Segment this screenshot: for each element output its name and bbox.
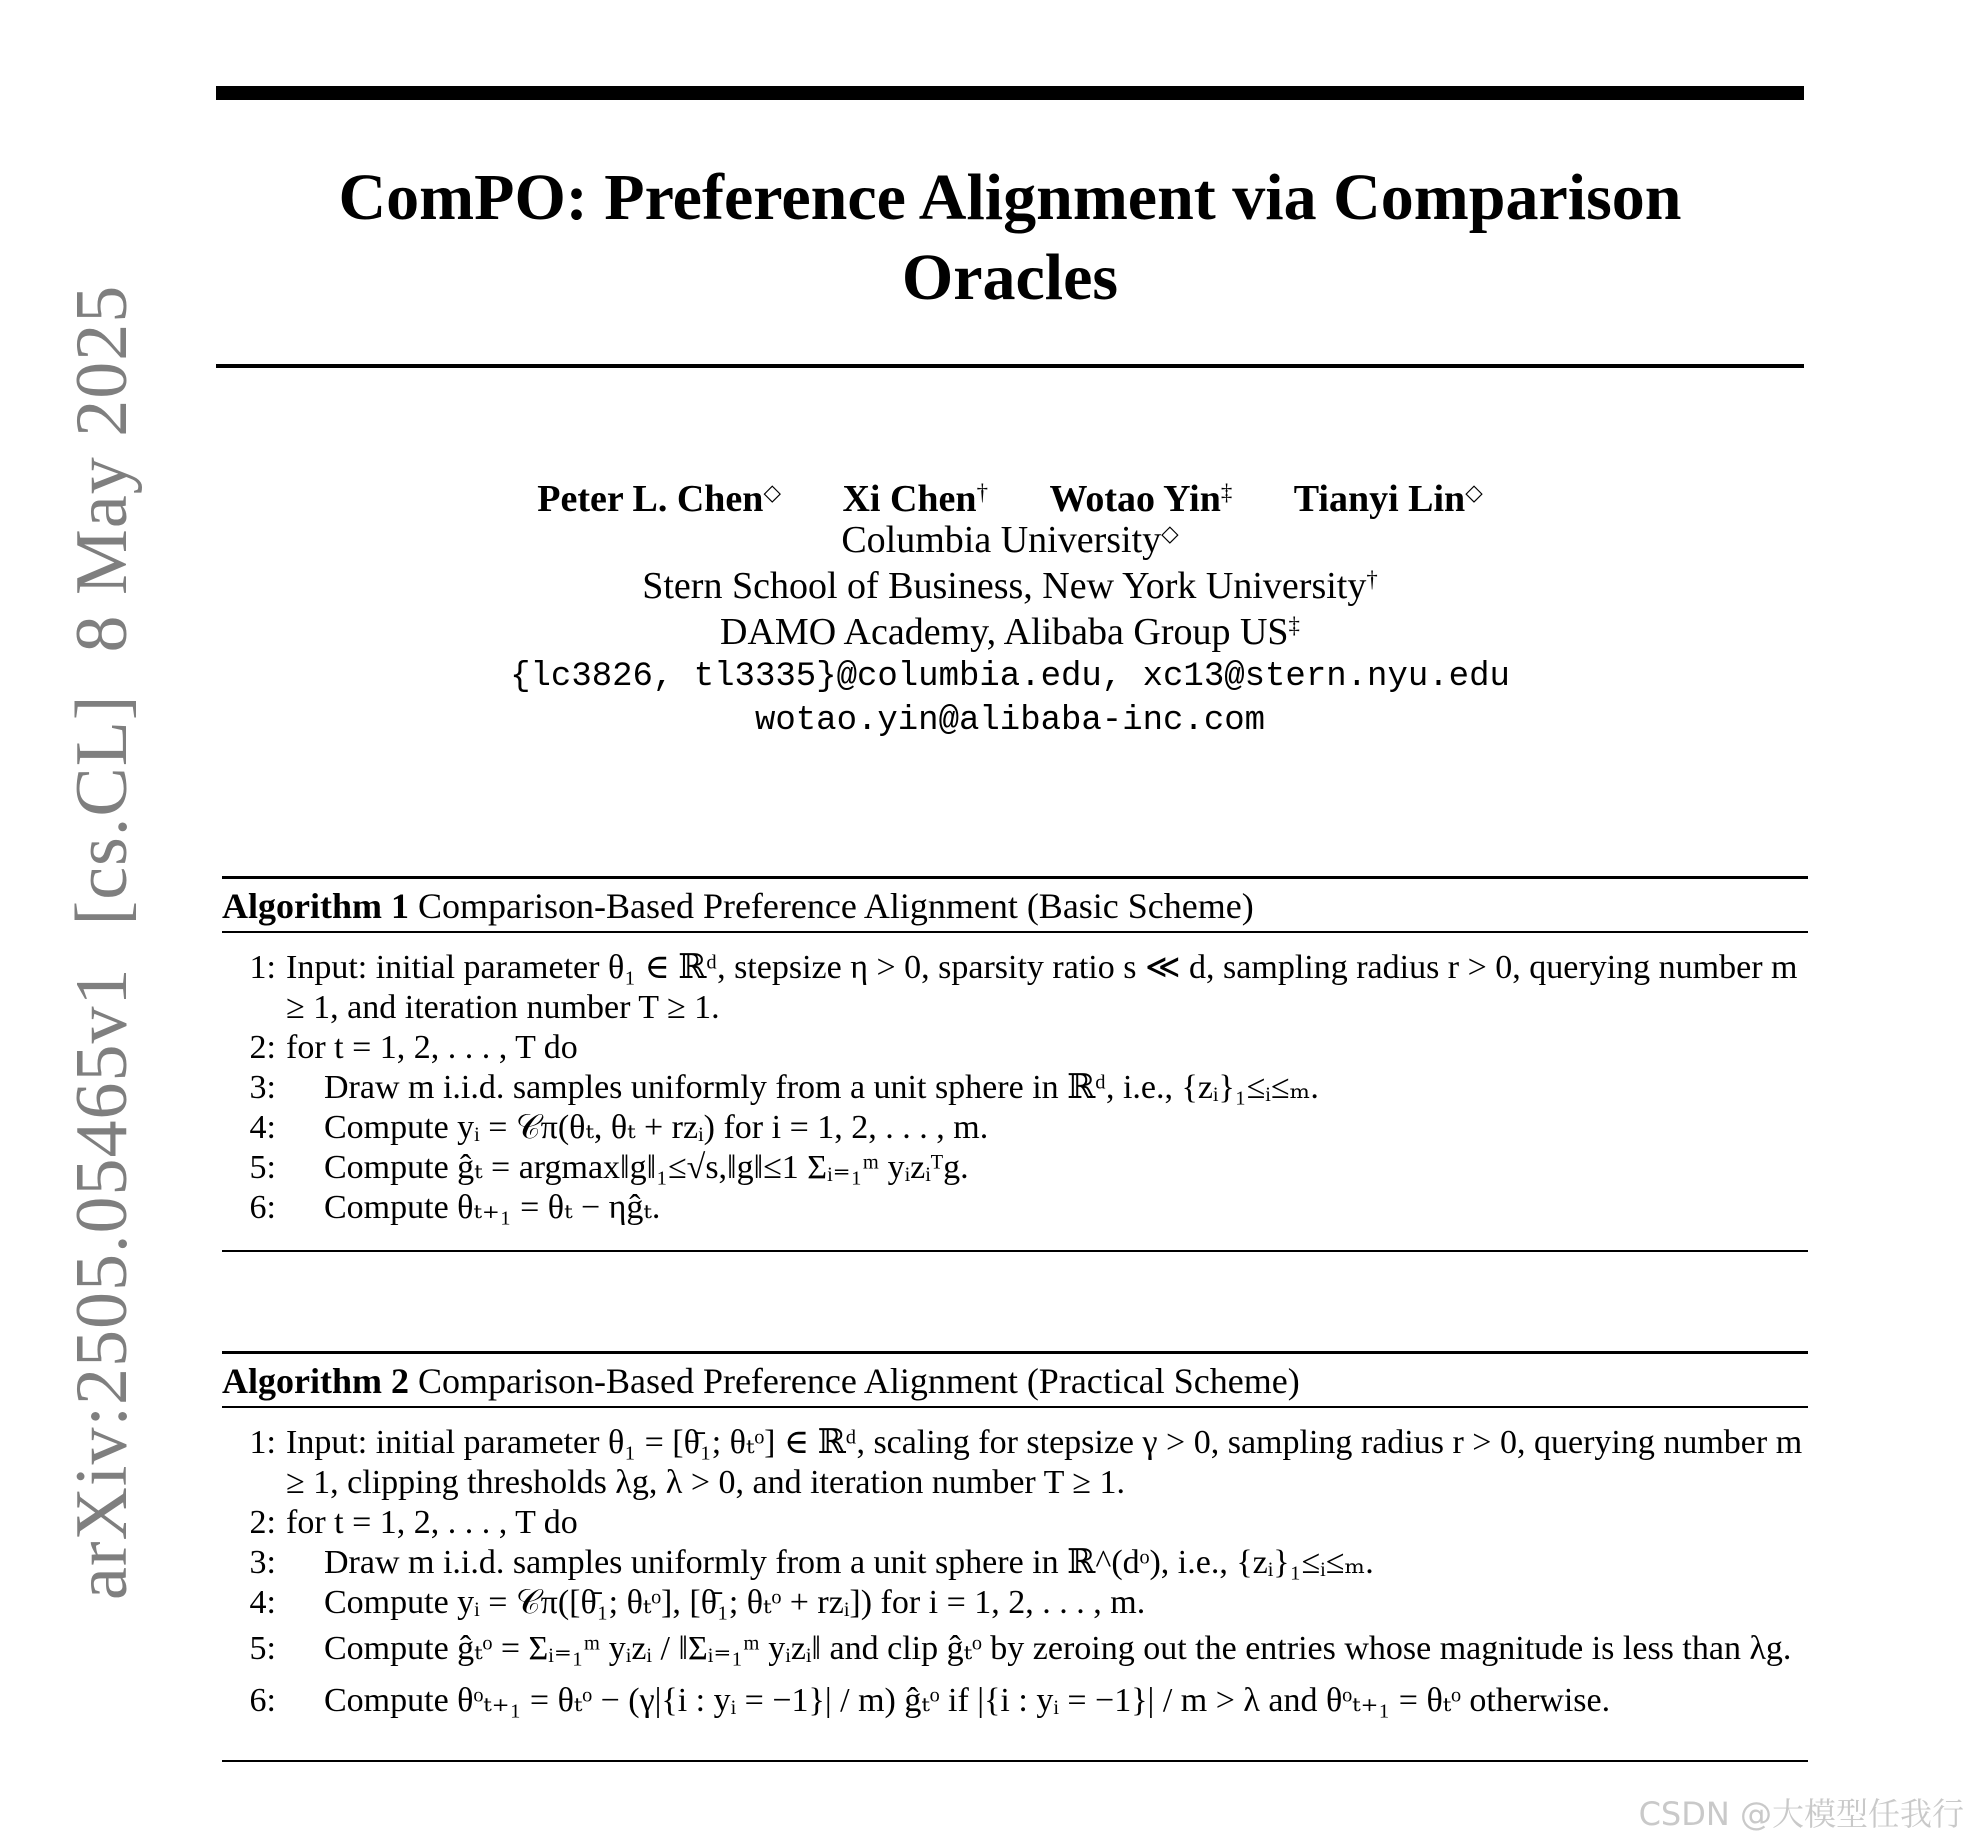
alg1-step: 1: Input: initial parameter θ₁ ∈ ℝᵈ, stepsize η > 0, sparsity ratio s ≪ d, sampling radius r > 0, querying number m ≥ 1, and iteration number T ≥ 1. <box>249 949 1798 1026</box>
arxiv-category: [cs.CL] <box>61 694 143 926</box>
email-line: {lc3826, tl3335}@columbia.edu, xc13@stern.nyu.edu <box>510 658 1510 696</box>
author-block <box>216 473 1804 743</box>
alg2-bottom-rule <box>222 1760 1808 1762</box>
title-bottom-rule <box>216 364 1804 368</box>
arxiv-sidebar <box>57 200 147 1600</box>
arxiv-id: arXiv:2505.05465v1 <box>61 967 143 1600</box>
alg1-bottom-rule <box>222 1250 1808 1252</box>
affiliation: Stern School of Business, New York University† <box>642 565 1378 607</box>
affiliation: Columbia University◇ <box>841 519 1179 561</box>
alg2-step: 1: Input: initial parameter θ₁ = [θ̄₁; θₜᵒ] ∈ ℝᵈ, scaling for stepsize γ > 0, sampling radius r > 0, querying number m ≥ 1, clipping thresholds λg, λ > 0, and iteration number T ≥ 1. <box>249 1424 1803 1501</box>
title-line-2: Oracles <box>901 241 1119 314</box>
csdn-watermark: CSDN @大模型任我行 <box>1638 1795 1964 1833</box>
alg2-step: 3: Draw m i.i.d. samples uniformly from a unit sphere in ℝ^(dᵒ), i.e., {zᵢ}₁≤ᵢ≤ₘ. <box>249 1544 1374 1581</box>
alg2-header: Algorithm 2 Comparison-Based Preference Alignment (Practical Scheme) <box>222 1361 1300 1401</box>
author-name: Tianyi Lin◇ <box>1293 478 1483 520</box>
alg1-header: Algorithm 1 Comparison-Based Preference Alignment (Basic Scheme) <box>222 886 1254 926</box>
page-title <box>216 158 1804 318</box>
title-line-1: ComPO: Preference Alignment via Comparison <box>338 161 1682 234</box>
alg2-step: 5: Compute ĝₜᵒ = Σᵢ₌₁ᵐ yᵢzᵢ / ‖Σᵢ₌₁ᵐ yᵢzᵢ‖ and clip ĝₜᵒ by zeroing out the entries whose magnitude is less than λg. <box>249 1630 1792 1667</box>
alg1-step: 3: Draw m i.i.d. samples uniformly from a unit sphere in ℝᵈ, i.e., {zᵢ}₁≤ᵢ≤ₘ. <box>249 1069 1319 1106</box>
alg1-step: 2: for t = 1, 2, . . . , T do <box>249 1029 578 1066</box>
alg2-step: 4: Compute yᵢ = 𝒞π([θ̄₁; θₜᵒ], [θ̄₁; θₜᵒ + rzᵢ]) for i = 1, 2, . . . , m. <box>249 1584 1146 1621</box>
alg1-step: 4: Compute yᵢ = 𝒞π(θₜ, θₜ + rzᵢ) for i = 1, 2, . . . , m. <box>249 1109 989 1146</box>
alg1-steps <box>222 948 1808 1228</box>
author-name: Xi Chen† <box>842 478 988 520</box>
alg1-step: 6: Compute θₜ₊₁ = θₜ − ηĝₜ. <box>249 1189 661 1226</box>
alg1-step: 5: Compute ĝₜ = argmax‖g‖₁≤√s,‖g‖≤1 Σᵢ₌₁ᵐ yᵢzᵢᵀg. <box>249 1149 969 1186</box>
algorithm-1 <box>222 879 1808 933</box>
author-name: Peter L. Chen◇ <box>537 478 781 520</box>
arxiv-date: 8 May 2025 <box>61 284 143 653</box>
alg1-mid-rule <box>222 931 1808 933</box>
alg2-step: 2: for t = 1, 2, . . . , T do <box>249 1504 578 1541</box>
algorithm-2 <box>222 1354 1808 1408</box>
affiliation: DAMO Academy, Alibaba Group US‡ <box>720 611 1300 653</box>
alg2-mid-rule <box>222 1406 1808 1408</box>
title-top-rule <box>216 86 1804 100</box>
alg2-steps <box>222 1423 1808 1727</box>
author-name: Wotao Yin‡ <box>1049 478 1233 520</box>
alg2-step: 6: Compute θᵒₜ₊₁ = θₜᵒ − (γ|{i : yᵢ = −1}| / m) ĝₜᵒ if |{i : yᵢ = −1}| / m > λ and θᵒₜ₊₁ = θₜᵒ otherwise. <box>249 1682 1611 1719</box>
email-line: wotao.yin@alibaba-inc.com <box>754 702 1266 740</box>
